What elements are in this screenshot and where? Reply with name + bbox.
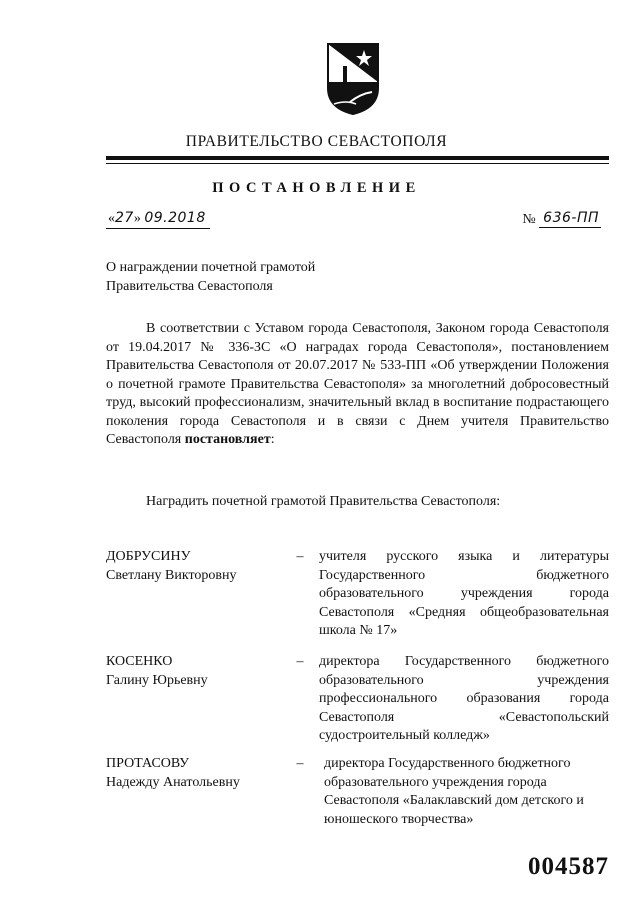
recipient-dash: – bbox=[296, 654, 304, 669]
subject-line-2: Правительства Севастополя bbox=[106, 279, 273, 294]
recipient-given-name: Светлану Викторовну bbox=[106, 567, 237, 583]
sevastopol-coat-of-arms-icon bbox=[326, 42, 380, 116]
date-month-year: 09.2018 bbox=[144, 210, 206, 226]
document-subject bbox=[106, 258, 406, 296]
document-number bbox=[522, 210, 601, 228]
recipient-surname: ДОБРУСИНУ bbox=[106, 549, 191, 564]
recipient-dash: – bbox=[296, 756, 304, 771]
header-rule-thick bbox=[106, 156, 609, 160]
recipient-description: директора Государственного бюджетного образовательного учреждения города Севастополя «Балаклавский дом детского и юношеского творчества» bbox=[324, 756, 584, 827]
serial-number: 004587 bbox=[528, 853, 609, 880]
decree-word: постановляет bbox=[184, 432, 271, 447]
recipient-given-name: Надежду Анатольевну bbox=[106, 774, 240, 790]
date-field bbox=[106, 210, 210, 229]
organization-title: ПРАВИТЕЛЬСТВО СЕВАСТОПОЛЯ bbox=[185, 133, 448, 150]
document-type-title: ПОСТАНОВЛЕНИЕ bbox=[212, 180, 421, 196]
number-value: 636-ПП bbox=[539, 210, 601, 228]
decree-colon: : bbox=[270, 432, 275, 447]
header-rule-thin bbox=[106, 163, 609, 164]
recipient-surname: КОСЕНКО bbox=[106, 654, 173, 669]
award-line: Наградить почетной грамотой Правительства Севастополя: bbox=[146, 494, 501, 509]
recipient-dash: – bbox=[296, 549, 304, 564]
body-paragraph bbox=[106, 320, 609, 450]
subject-line-1: О награждении почетной грамотой bbox=[106, 260, 316, 275]
document-date bbox=[106, 210, 210, 229]
number-prefix: № bbox=[522, 212, 536, 227]
recipient-surname: ПРОТАСОВУ bbox=[106, 756, 190, 771]
body-text: В соответствии с Уставом города Севастополя, Законом города Севастополя от 19.04.2017 № 336-ЗС «О наградах города Севастополя», постановлением Правительства Севастополя от 20.07.2017 № 533-ПП «Об утверждении Положения о почетной грамоте Правительства Севастополя» за многолетний добросовестный труд, высокий профессионализм, значительный вклад в воспитание подрастающего поколения города Севастополя и в связи с Днем учителя Правительство Севастополя bbox=[106, 321, 609, 447]
recipient-given-name: Галину Юрьевну bbox=[106, 672, 208, 688]
recipient-description: директора Государственного бюджетного образовательного учреждения профессионального образования города Севастополя «Севастопольский судостроительный колледж» bbox=[319, 654, 609, 743]
date-day: 27 bbox=[115, 210, 134, 226]
recipient-description: учителя русского языка и литературы Государственного бюджетного образовательного учреждения города Севастополя «Средняя общеобразовательная школа № 17» bbox=[319, 549, 609, 638]
date-close-quote: » bbox=[133, 211, 141, 226]
date-open-quote: « bbox=[108, 211, 115, 226]
